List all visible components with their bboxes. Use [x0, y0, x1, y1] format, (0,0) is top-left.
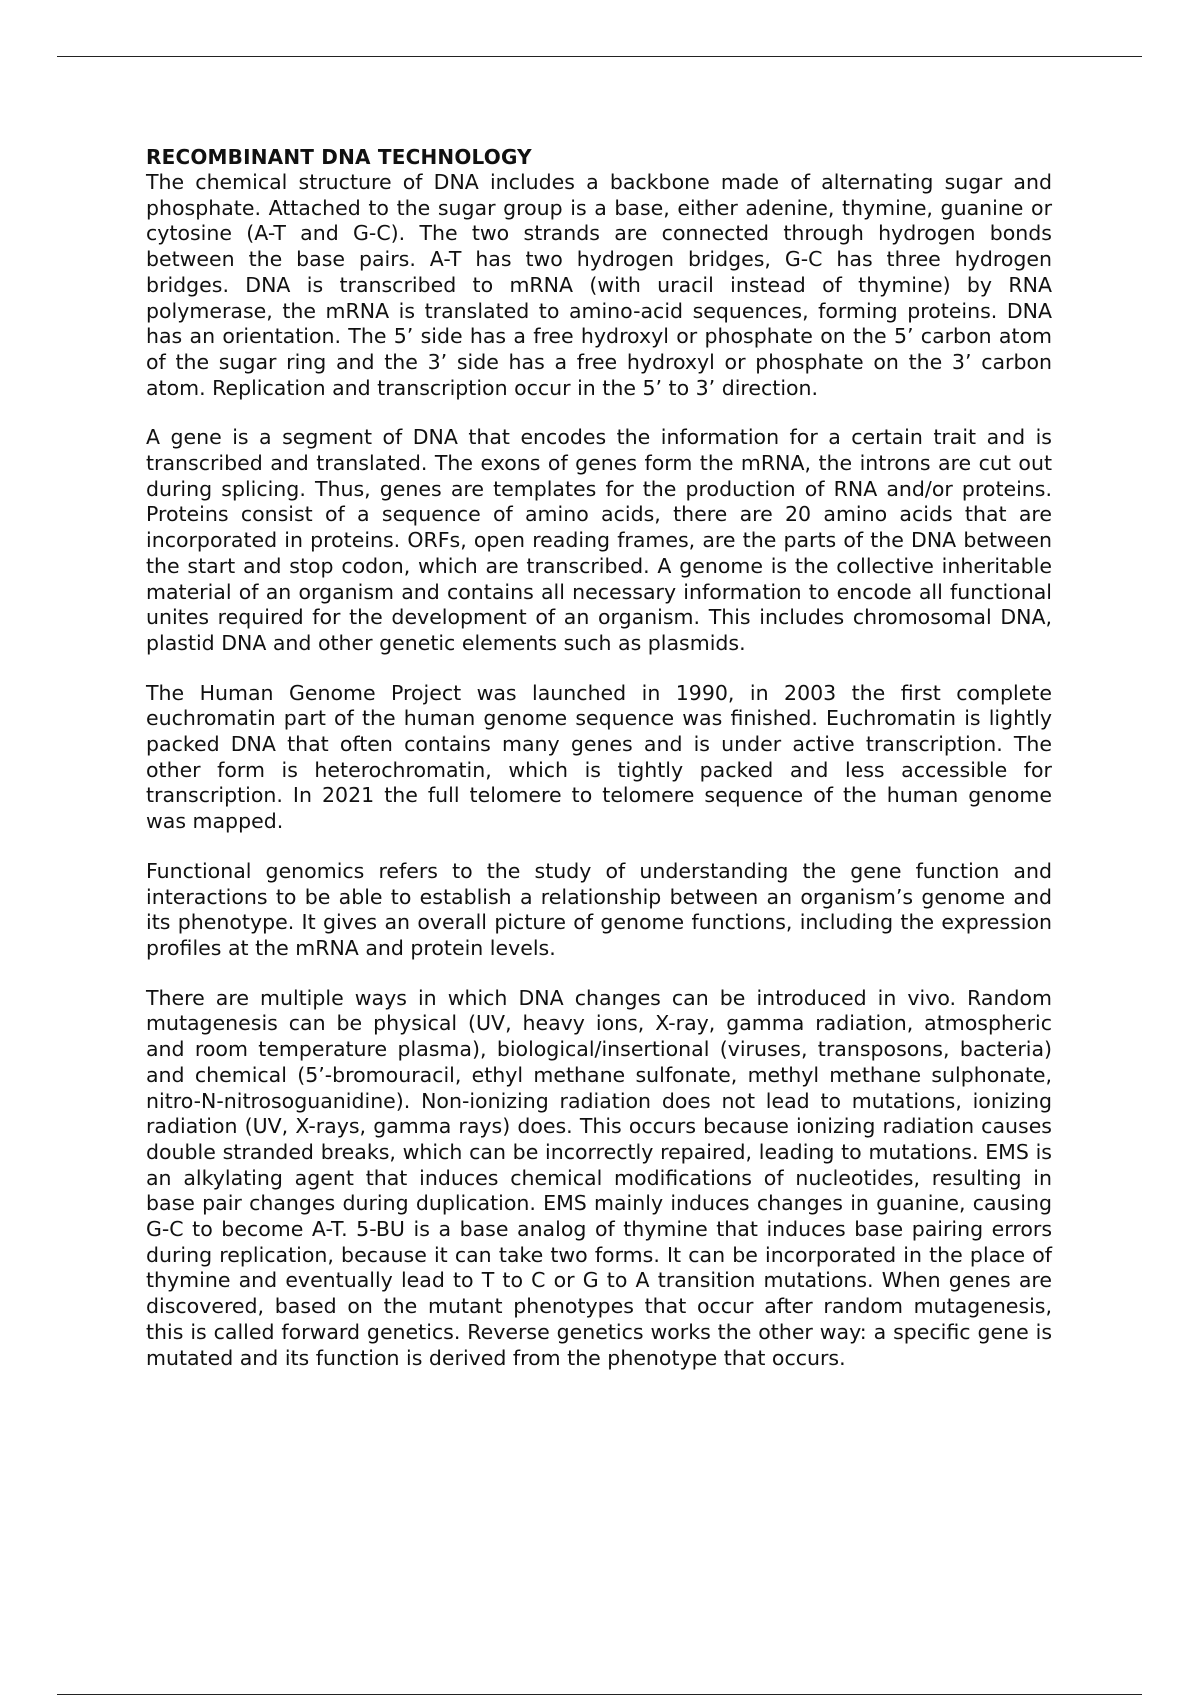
- footer-rule: [57, 1694, 1142, 1695]
- paragraph-mutagenesis: There are multiple ways in which DNA changes can be introduced in vivo. Random mutagenesis can be physical (UV, heavy ions, X-ray, gamma radiation, atmospheric and room temperature plasma), biological/insertional (viruses, transposons, bacteria) and chemical (5’-bromouracil, ethyl methane sulfonate, methyl methane sulphonate, nitro-N-nitrosoguanidine). Non-ionizing radiation does not lead to mutations, ionizing radiation (UV, X-rays, gamma rays) does. This occurs because ionizing radiation causes double stranded breaks, which can be incorrectly repaired, leading to mutations. EMS is an alkylating agent that induces chemical modifications of nucleotides, resulting in base pair changes during duplication. EMS mainly induces changes in guanine, causing G-C to become A-T. 5-BU is a base analog of thymine that induces base pairing errors during replication, because it can take two forms. It can be incorporated in the place of thymine and eventually lead to T to C or G to A transition mutations. When genes are discovered, based on the mutant phenotypes that occur after random mutagenesis, this is called forward genetics. Reverse genetics works the other way: a specific gene is mutated and its function is derived from the phenotype that occurs.: [146, 985, 1052, 1370]
- paragraph-dna-structure: The chemical structure of DNA includes a backbone made of alternating sugar and phosphate. Attached to the sugar group is a base, either adenine, thymine, guanine or cytosine (A-T and G-C). The two strands are connected through hydrogen bonds between the base pairs. A-T has two hydrogen bridges, G-C has three hydrogen bridges. DNA is transcribed to mRNA (with uracil instead of thymine) by RNA polymerase, the mRNA is translated to amino-acid sequences, forming proteins. DNA has an orientation. The 5’ side has a free hydroxyl or phosphate on the 5’ carbon atom of the sugar ring and the 3’ side has a free hydroxyl or phosphate on the 3’ carbon atom. Replication and transcription occur in the 5’ to 3’ direction.: [146, 170, 1052, 400]
- document-title: RECOMBINANT DNA TECHNOLOGY: [146, 145, 532, 169]
- paragraph-functional-genomics: Functional genomics refers to the study of understanding the gene function and interactions to be able to establish a relationship between an organism’s genome and its phenotype. It gives an overall picture of genome functions, including the expression profiles at the mRNA and protein levels.: [146, 858, 1052, 960]
- paragraph-human-genome-project: The Human Genome Project was launched in 1990, in 2003 the first complete euchromatin part of the human genome sequence was finished. Euchromatin is lightly packed DNA that often contains many genes and is under active transcription. The other form is heterochromatin, which is tightly packed and less accessible for transcription. In 2021 the full telomere to telomere sequence of the human genome was mapped.: [146, 680, 1052, 834]
- paragraph-gene-definition: A gene is a segment of DNA that encodes the information for a certain trait and is transcribed and translated. The exons of genes form the mRNA, the introns are cut out during splicing. Thus, genes are templates for the production of RNA and/or proteins. Proteins consist of a sequence of amino acids, there are 20 amino acids that are incorporated in proteins. ORFs, open reading frames, are the parts of the DNA between the start and stop codon, which are transcribed. A genome is the collective inheritable material of an organism and contains all necessary information to encode all functional unites required for the development of an organism. This includes chromosomal DNA, plastid DNA and other genetic elements such as plasmids.: [146, 425, 1052, 655]
- header-rule: [57, 56, 1142, 57]
- document-body: [146, 145, 1052, 1395]
